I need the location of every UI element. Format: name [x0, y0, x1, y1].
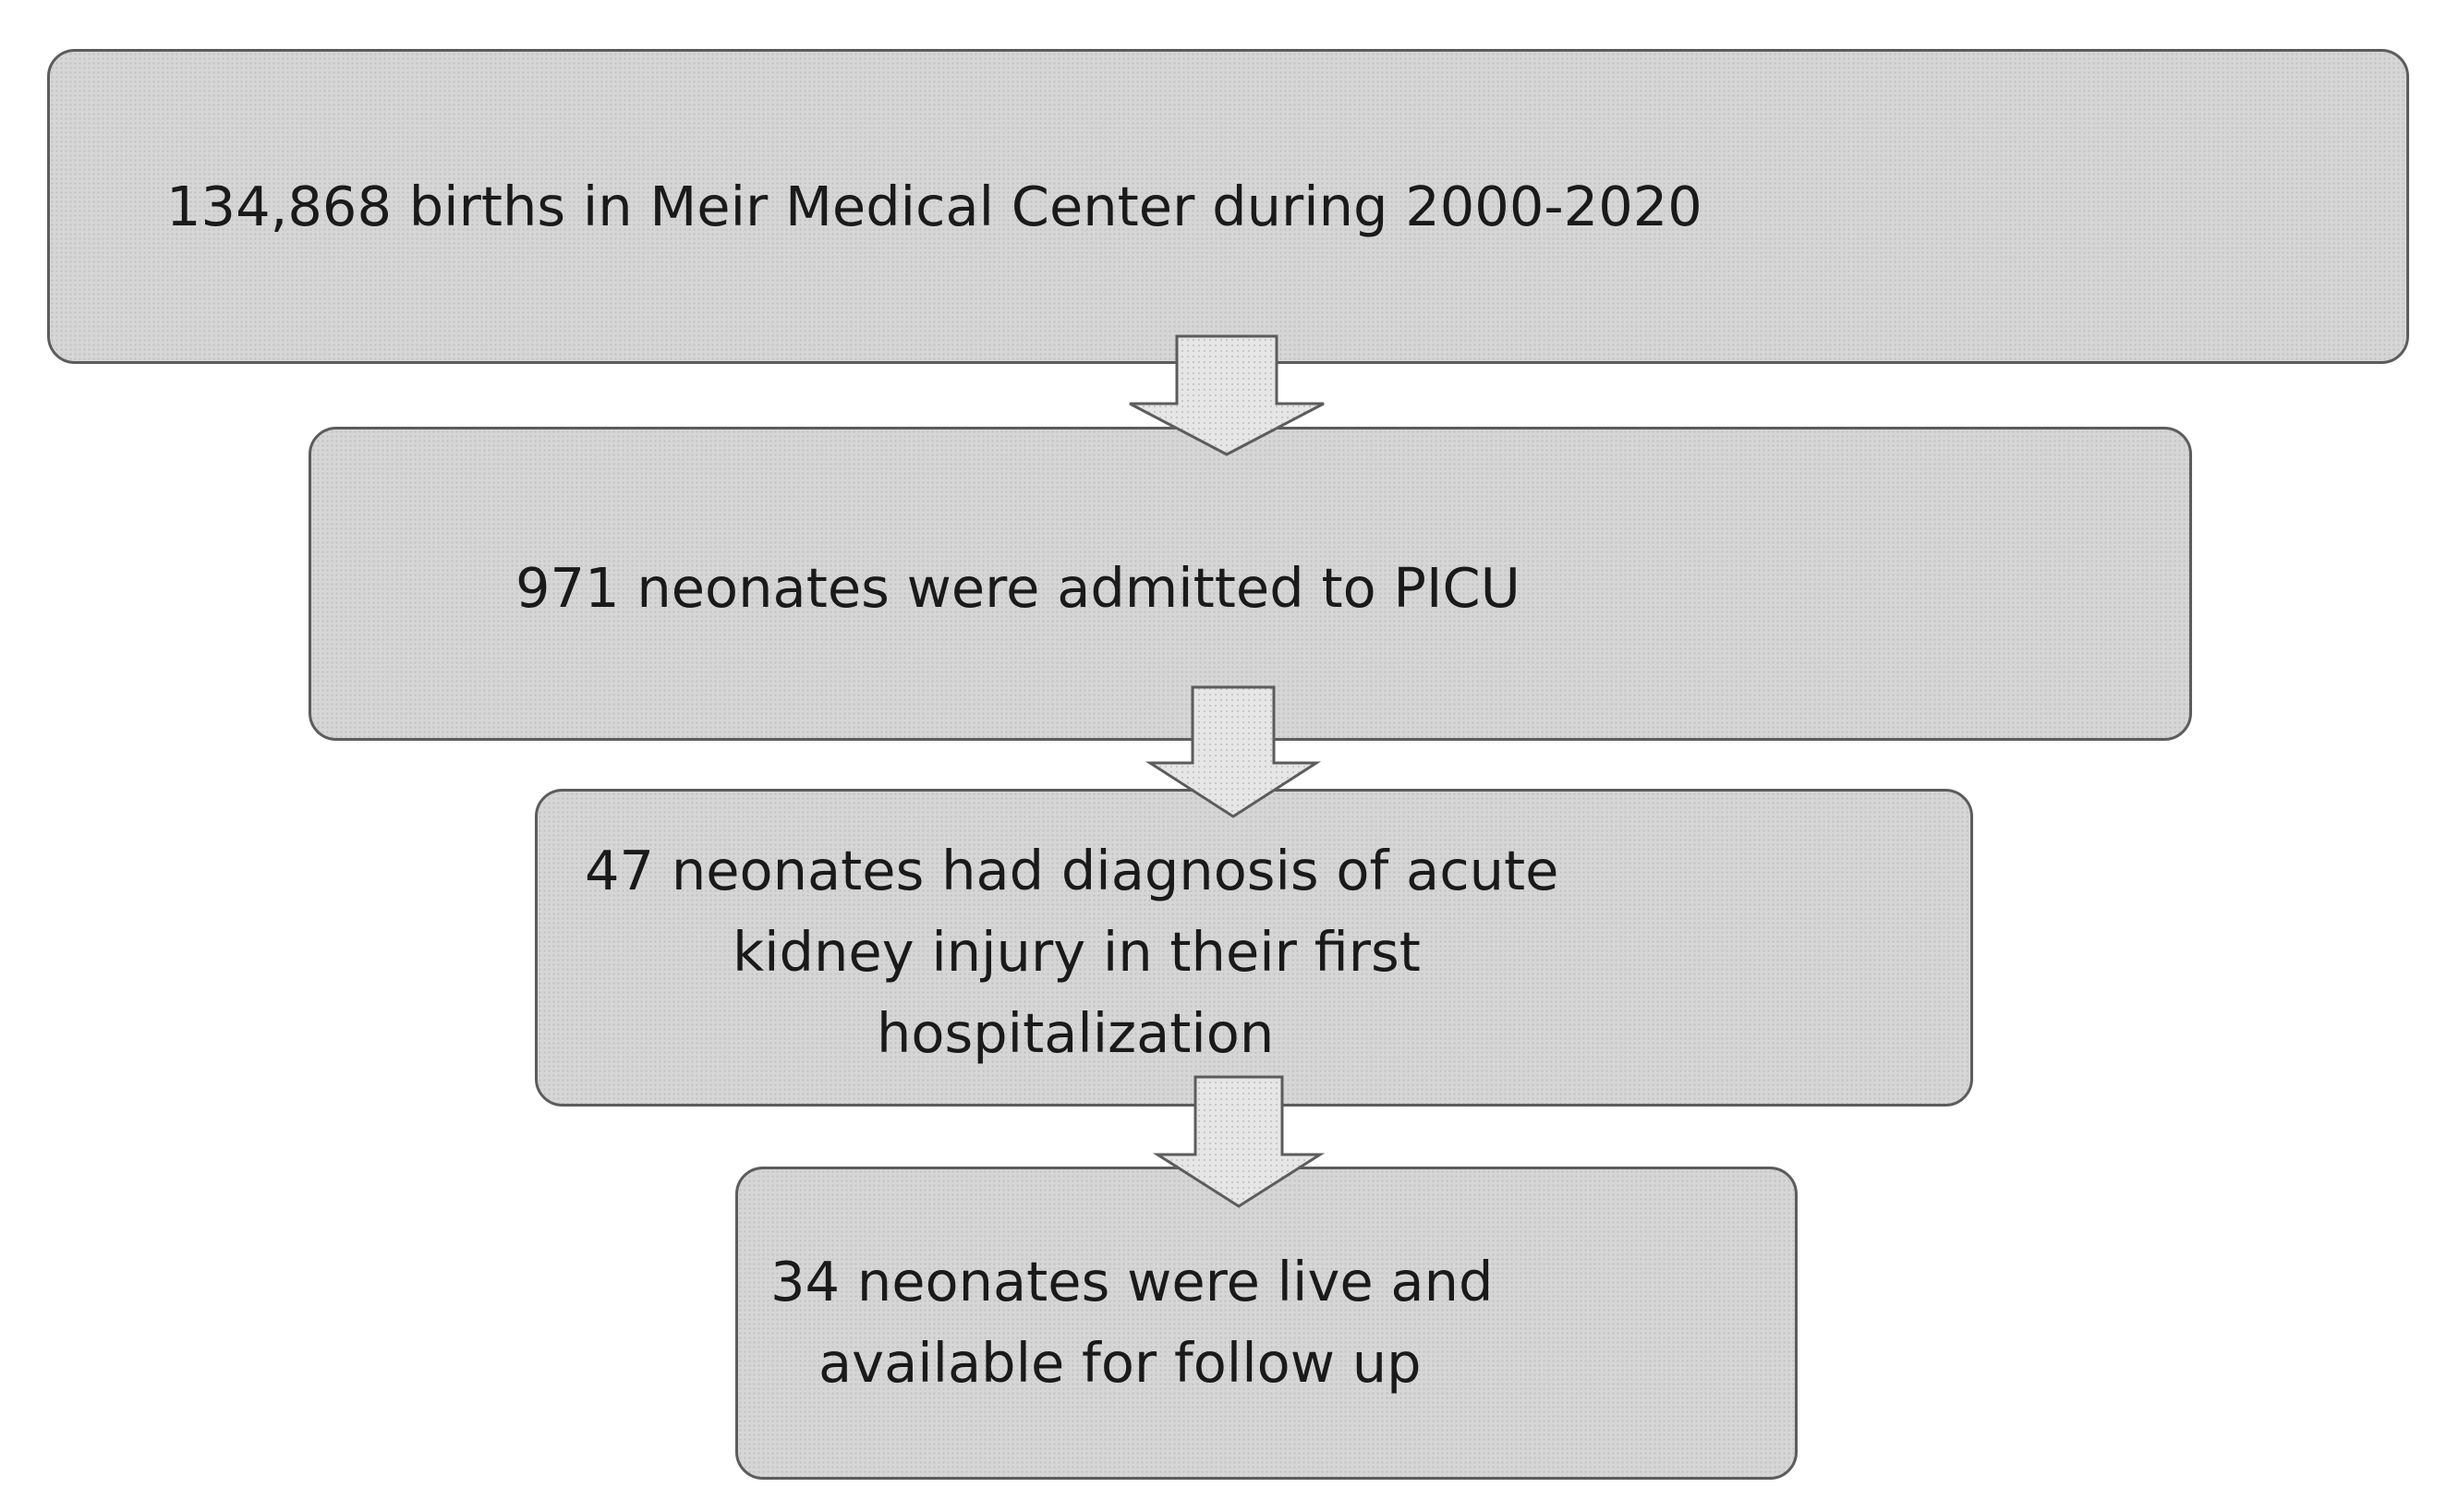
step-4-text-line-1: 34 neonates were live and: [770, 1250, 1494, 1313]
arrow-step-1-to-2: [1130, 336, 1324, 454]
step-4-text-line-2: available for follow up: [818, 1331, 1422, 1395]
step-1-text-line-1: 134,868 births in Meir Medical Center during 2000-2020: [166, 175, 1702, 238]
step-3-text-line-2: kidney injury in their first: [733, 920, 1421, 984]
arrow-step-2-to-3: [1150, 687, 1316, 816]
arrow-step-3-to-4: [1157, 1077, 1320, 1206]
step-3-text-line-3: hospitalization: [877, 1001, 1275, 1065]
step-2-text-line-1: 971 neonates were admitted to PICU: [515, 556, 1520, 620]
step-3-text-line-1: 47 neonates had diagnosis of acute: [585, 839, 1559, 902]
